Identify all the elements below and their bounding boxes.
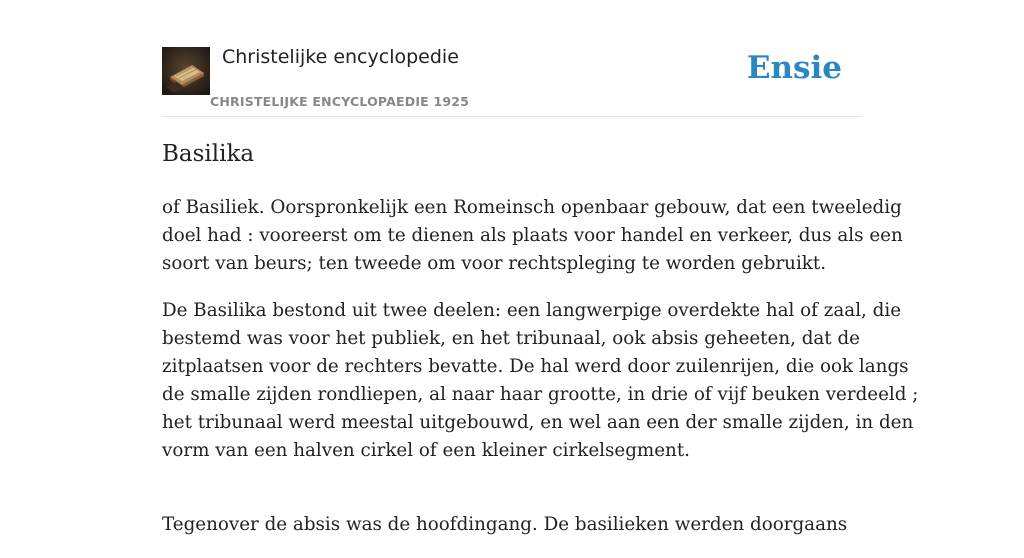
article-paragraph <box>162 297 919 465</box>
paragraph-line: of Basiliek. Oorspronkelijk een Romeinsch openbaar gebouw, dat een tweeledig <box>162 197 902 218</box>
paragraph-line: zitplaatsen voor de rechters bevatte. De hal werd door zuilenrijen, die ook langs <box>162 356 909 377</box>
site-subtitle: CHRISTELIJKE ENCYCLOPAEDIE 1925 <box>210 94 470 109</box>
book-photo-icon <box>162 47 210 95</box>
paragraph-line: doel had : vooreerst om te dienen als plaats voor handel en verkeer, dus als een <box>162 225 903 246</box>
paragraph-line: soort van beurs; ten tweede om voor rechtspleging te worden gebruikt. <box>162 253 827 274</box>
article-paragraph <box>162 511 862 539</box>
paragraph-line: Tegenover de absis was de hoofdingang. De basilieken werden doorgaans <box>162 514 848 535</box>
paragraph-spacer <box>162 484 862 511</box>
paragraph-line: bestemd was voor het publiek, en het tribunaal, ook absis geheeten, dat de <box>162 328 860 349</box>
article-paragraph <box>162 194 903 278</box>
paragraph-line: het tribunaal werd meestal uitgebouwd, en wel aan een der smalle zijden, in den <box>162 412 914 433</box>
paragraph-line: de smalle zijden rondliepen, al naar haar grootte, in drie of vijf beuken verdeeld ; <box>162 384 919 405</box>
article <box>162 138 919 558</box>
article-title: Basilika <box>162 141 255 167</box>
site-title[interactable]: Christelijke encyclopedie <box>222 46 459 68</box>
brand-logo-link[interactable]: Ensie <box>746 50 842 86</box>
paragraph-line: De Basilika bestond uit twee deelen: een langwerpige overdekte hal of zaal, die <box>162 300 902 321</box>
encyclopedia-avatar[interactable] <box>162 47 210 95</box>
site-header <box>162 46 862 117</box>
paragraph-line: vorm van een halven cirkel of een kleiner cirkelsegment. <box>162 440 690 461</box>
